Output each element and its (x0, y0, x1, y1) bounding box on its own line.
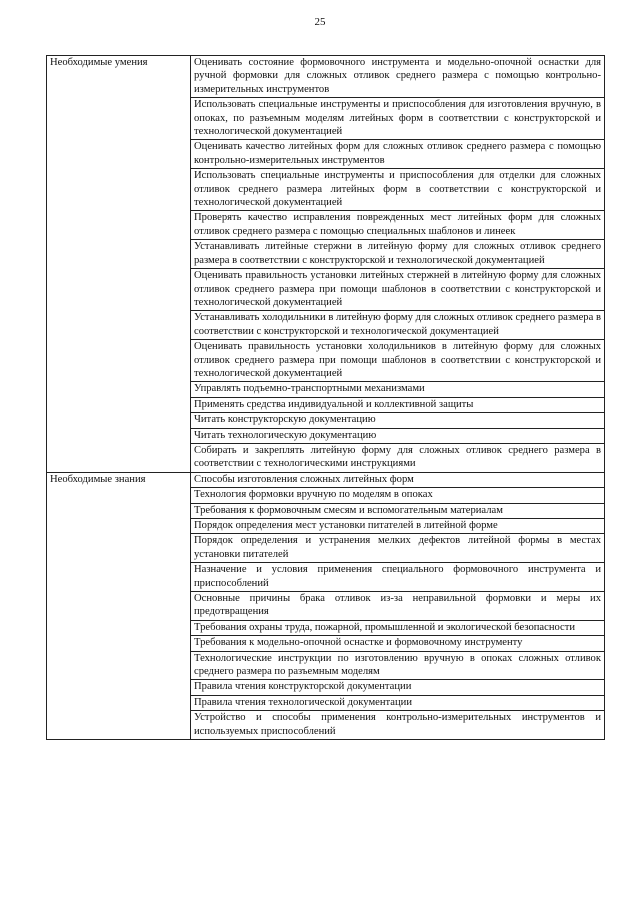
requirement-item: Собирать и закреплять литейную форму для сложных отливок среднего размера в соответствии с технологическими инструкциями (191, 443, 605, 472)
requirement-item: Способы изготовления сложных литейных форм (191, 472, 605, 487)
requirement-item: Применять средства индивидуальной и коллективной защиты (191, 397, 605, 412)
requirement-item: Проверять качество исправления поврежденных мест литейных форм для сложных отливок среднего размера с помощью специальных шаблонов и линеек (191, 211, 605, 240)
requirement-item: Оценивать качество литейных форм для сложных отливок среднего размера с помощью контрольно-измерительных инструментов (191, 140, 605, 169)
requirement-item: Читать конструкторскую документацию (191, 413, 605, 428)
section-title: Необходимые знания (47, 472, 191, 739)
requirement-item: Использовать специальные инструменты и приспособления для изготовления вручную, в опоках, по разъемным моделям литейных форм в соответствии с конструкторской и технологической документацией (191, 98, 605, 140)
requirement-item: Порядок определения и устранения мелких дефектов литейной формы в местах установки питателей (191, 534, 605, 563)
table-row (47, 472, 605, 487)
page-number: 25 (314, 16, 326, 28)
requirement-item: Использовать специальные инструменты и приспособления для отделки для сложных отливок среднего размера литейных форм в соответствии с конструкторской и технологической документацией (191, 169, 605, 211)
requirement-item: Требования охраны труда, пожарной, промышленной и экологической безопасности (191, 620, 605, 635)
requirement-item: Технология формовки вручную по моделям в опоках (191, 488, 605, 503)
requirement-item: Оценивать состояние формовочного инструмента и модельно-опочной оснастки для ручной формовки для сложных отливок среднего размера с помощью контрольно-измерительных инструментов (191, 56, 605, 98)
section-title: Необходимые умения (47, 56, 191, 473)
requirement-item: Читать технологическую документацию (191, 428, 605, 443)
requirement-item: Устанавливать холодильники в литейную форму для сложных отливок среднего размера в соответствии с конструкторской и технологической документацией (191, 311, 605, 340)
requirement-item: Правила чтения технологической документации (191, 695, 605, 710)
requirement-item: Основные причины брака отливок из-за неправильной формовки и меры их предотвращения (191, 592, 605, 621)
requirement-item: Требования к модельно-опочной оснастке и формовочному инструменту (191, 636, 605, 651)
requirement-item: Управлять подъемно-транспортными механизмами (191, 382, 605, 397)
table-row (47, 56, 605, 98)
requirement-item: Устройство и способы применения контрольно-измерительных инструментов и используемых приспособлений (191, 711, 605, 740)
requirement-item: Назначение и условия применения специального формовочного инструмента и приспособлений (191, 563, 605, 592)
requirement-item: Оценивать правильность установки холодильников в литейную форму для сложных отливок среднего размера при помощи шаблонов в соответствии с конструкторской и технологической документацией (191, 340, 605, 382)
requirements-table (46, 55, 605, 740)
requirement-item: Порядок определения мест установки питателей в литейной форме (191, 519, 605, 534)
requirement-item: Правила чтения конструкторской документации (191, 680, 605, 695)
requirement-item: Технологические инструкции по изготовлению вручную в опоках сложных отливок среднего размера по разъемным моделям (191, 651, 605, 680)
requirement-item: Устанавливать литейные стержни в литейную форму для сложных отливок среднего размера в соответствии с конструкторской и технологической документацией (191, 240, 605, 269)
requirement-item: Требования к формовочным смесям и вспомогательным материалам (191, 503, 605, 518)
requirement-item: Оценивать правильность установки литейных стержней в литейную форму для сложных отливок среднего размера при помощи шаблонов в соответствии с конструкторской и технологической документацией (191, 269, 605, 311)
